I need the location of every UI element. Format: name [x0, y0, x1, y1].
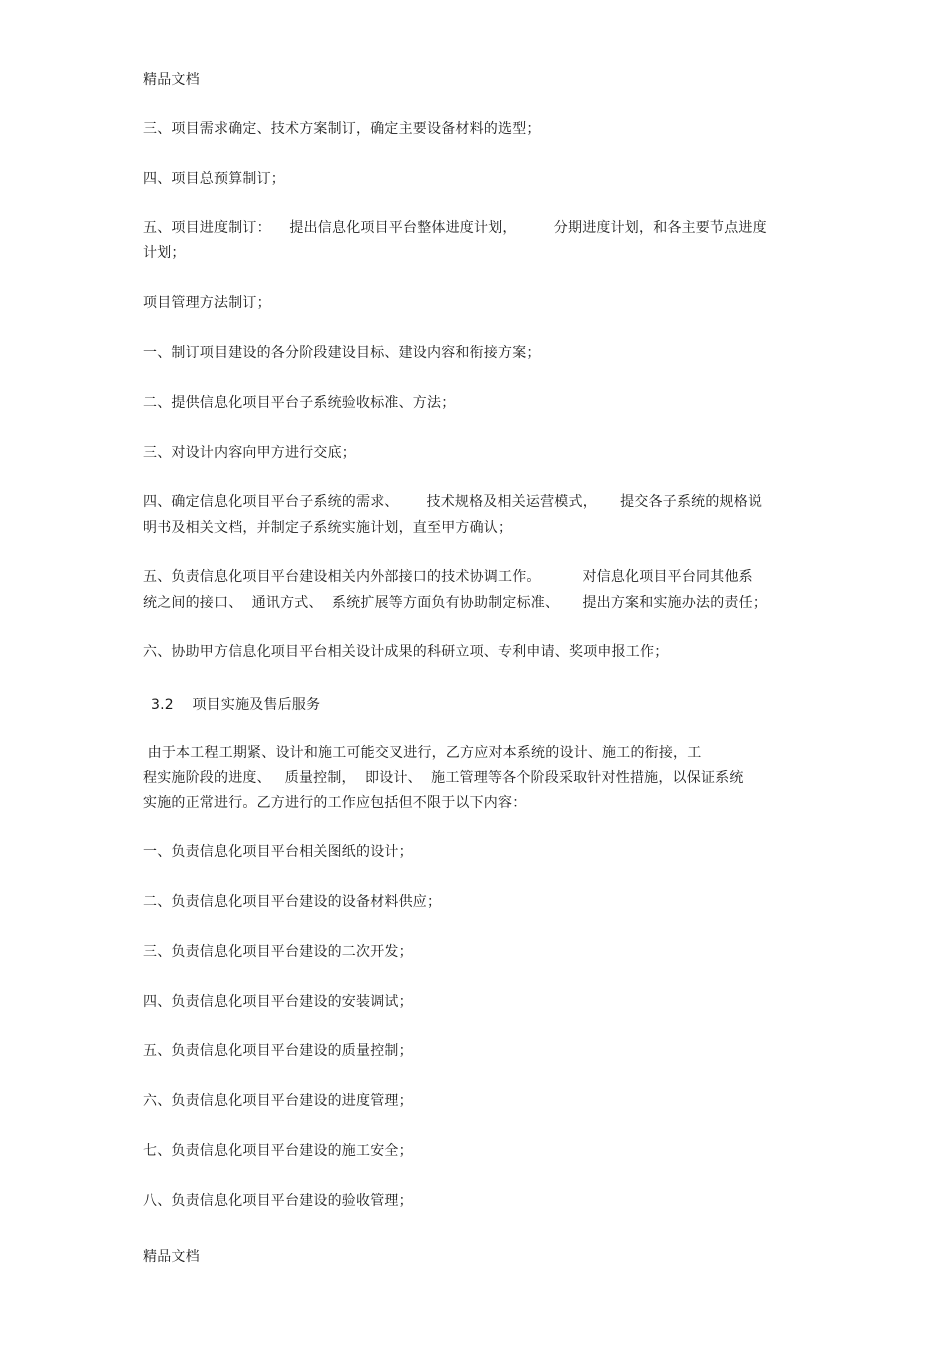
list-item: 八、负责信息化项目平台建设的验收管理； [143, 1193, 413, 1209]
paragraph-line: 五、负责信息化项目平台建设相关内外部接口的技术协调工作。 对信息化项目平台同其他系 [143, 569, 753, 585]
list-item: 三、项目需求确定、技术方案制订，确定主要设备材料的选型； [143, 121, 541, 137]
paragraph-line: 统之间的接口、 通讯方式、 系统扩展等方面负有协助制定标准、 提出方案和实施办法的责任； [143, 595, 768, 611]
list-item: 三、对设计内容向甲方进行交底； [143, 445, 356, 461]
paragraph-line: 四、确定信息化项目平台子系统的需求、 技术规格及相关运营模式， 提交各子系统的规格说 [143, 494, 763, 510]
page-footer: 精品文档 [143, 1249, 200, 1265]
paragraph-line: 计划； [143, 245, 186, 261]
section-heading: 3.2 项目实施及售后服务 [151, 697, 321, 713]
list-item: 六、协助甲方信息化项目平台相关设计成果的科研立项、专利申请、奖项申报工作； [143, 644, 669, 660]
page-header: 精品文档 [143, 72, 200, 88]
list-item: 一、负责信息化项目平台相关图纸的设计； [143, 844, 413, 860]
paragraph-line: 五、项目进度制订： 提出信息化项目平台整体进度计划， 分期进度计划，和各主要节点进度 [143, 220, 767, 236]
paragraph-line: 由于本工程工期紧、设计和施工可能交叉进行，乙方应对本系统的设计、施工的衔接，工 [143, 745, 702, 761]
list-item: 一、制订项目建设的各分阶段建设目标、建设内容和衔接方案； [143, 345, 541, 361]
section-heading: 项目管理方法制订； [143, 295, 271, 311]
list-item: 二、提供信息化项目平台子系统验收标准、方法； [143, 395, 456, 411]
list-item: 二、负责信息化项目平台建设的设备材料供应； [143, 894, 442, 910]
list-item: 三、负责信息化项目平台建设的二次开发； [143, 944, 413, 960]
list-item: 七、负责信息化项目平台建设的施工安全； [143, 1143, 413, 1159]
paragraph-line: 实施的正常进行。乙方进行的工作应包括但不限于以下内容： [143, 795, 527, 811]
list-item: 六、负责信息化项目平台建设的进度管理； [143, 1093, 413, 1109]
paragraph-line: 程实施阶段的进度、 质量控制， 即设计、 施工管理等各个阶段采取针对性措施，以保证系统 [143, 770, 744, 786]
list-item: 四、负责信息化项目平台建设的安装调试； [143, 994, 413, 1010]
paragraph-line: 明书及相关文档，并制定子系统实施计划，直至甲方确认； [143, 520, 513, 536]
list-item: 五、负责信息化项目平台建设的质量控制； [143, 1043, 413, 1059]
list-item: 四、项目总预算制订； [143, 171, 285, 187]
